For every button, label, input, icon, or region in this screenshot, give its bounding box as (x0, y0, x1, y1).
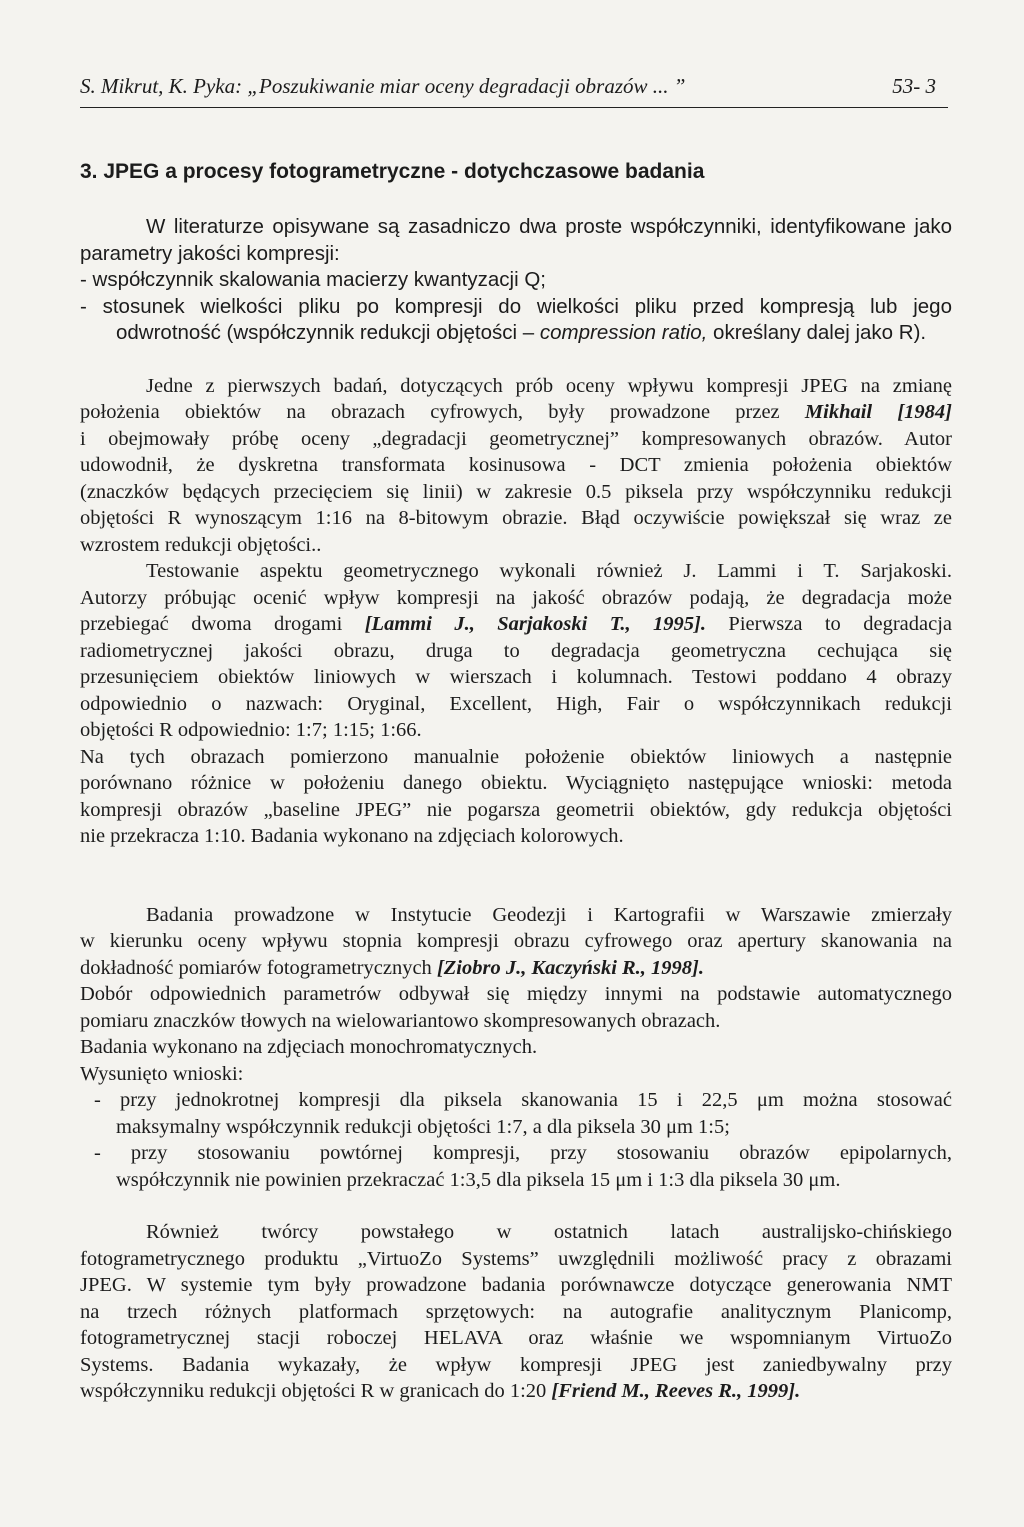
page-number: 53- 3 (892, 74, 936, 98)
list-item: - przy jednokrotnej kompresji dla piksela skanowania 15 i 22,5 μm można stosować (94, 1089, 952, 1111)
text-line: Również twórcy powstałego w ostatnich latach australijsko-chińskiego (146, 1221, 952, 1243)
citation: [Ziobro J., Kaczyński R., 1998]. (436, 956, 705, 979)
text-line: porównano różnice w położeniu danego obiektu. Wyciągnięto następujące wnioski: metoda (80, 772, 952, 794)
paragraph-3 (80, 902, 952, 1194)
paragraph-2 (80, 373, 952, 850)
text-line: Testowanie aspektu geometrycznego wykonali również J. Lammi i T. Sarjakoski. (146, 560, 952, 582)
text-line: Dobór odpowiednich parametrów odbywał się między innymi na podstawie automatycznego (80, 983, 952, 1005)
text-line: parametry jakości kompresji: (80, 241, 340, 265)
term-compression-ratio: compression ratio, (539, 321, 708, 344)
text-line: fotogrametrycznego produktu „VirtuoZo Systems” uwzględnili możliwość pracy z obrazami (80, 1247, 952, 1270)
text-span: określany dalej jako R). (707, 321, 927, 344)
text-line (80, 320, 952, 347)
text-span: Pierwsza to degradacja (706, 613, 953, 635)
text-span: odwrotność (współczynnik redukcji objętości – (116, 321, 540, 344)
text-line: wzrostem redukcji objętości.. (80, 533, 322, 556)
citation: Mikhail [1984] (804, 401, 952, 423)
text-line: w kierunku oceny wpływu stopnia kompresji obrazu cyfrowego oraz apertury skanowania na (80, 930, 952, 952)
text-line: objętości R odpowiednio: 1:7; 1:15; 1:66. (80, 719, 422, 741)
paragraph-1 (80, 214, 952, 347)
list-item: - współczynnik skalowania macierzy kwantyzacji Q; (80, 268, 546, 291)
spacer (80, 347, 952, 373)
text-line: Badania wykonano na zdjęciach monochromatycznych. (80, 1036, 538, 1058)
text-line (80, 611, 952, 638)
text-line: na trzech różnych platformach sprzętowych: na autografie analitycznym Planicomp, (80, 1300, 952, 1323)
text-line (80, 1378, 952, 1405)
spacer (80, 1193, 952, 1219)
text-line (80, 955, 952, 982)
text-line: Autorzy próbując ocenić wpływ kompresji na jakość obrazów podają, że degradacja może (80, 586, 952, 609)
list-item: - stosunek wielkości pliku po kompresji do wielkości pliku przed kompresją lub jego (80, 294, 952, 318)
text-line: nie przekracza 1:10. Badania wykonano na zdjęciach kolorowych. (80, 825, 624, 847)
text-line: i obejmowały próbę oceny „degradacji geometrycznej” kompresowanych obrazów. Autor (80, 427, 952, 450)
text-line (80, 399, 952, 426)
text-line: maksymalny współczynnik redukcji objętości 1:7, a dla piksela 30 μm 1:5; (116, 1115, 730, 1138)
text-line: udowodnił, że dyskretna transformata kosinusowa - DCT zmienia położenia obiektów (80, 454, 952, 476)
text-line: objętości R wynoszącym 1:16 na 8-bitowym obrazie. Błąd oczywiście powiększał się wraz ze (80, 507, 952, 529)
text-line: Na tych obrazach pomierzono manualnie położenie obiektów liniowych a następnie (80, 745, 952, 768)
text-span: dokładność pomiarów fotogrametrycznych (80, 956, 437, 979)
text-line: współczynnik nie powinien przekraczać 1:3,5 dla piksela 15 μm i 1:3 dla piksela 30 μm. (116, 1168, 841, 1191)
citation: [Lammi J., Sarjakoski T., 1995]. (364, 613, 706, 635)
text-line: W literaturze opisywane są zasadniczo dwa proste współczynniki, identyfikowane jako (146, 215, 952, 238)
text-span: współczynniku redukcji objętości R w granicach do 1:20 (80, 1380, 552, 1402)
text-line: przesunięciem obiektów liniowych w wierszach i kolumnach. Testowi poddano 4 obrazy (80, 666, 952, 688)
text-line: (znaczków będących przecięciem się linii) w zakresie 0.5 piksela przy współczynniku redukcji (80, 480, 952, 503)
text-span: położenia obiektów na obrazach cyfrowych, były prowadzone przez (80, 401, 805, 423)
spacer (80, 850, 952, 902)
list-item: - przy stosowaniu powtórnej kompresji, przy stosowaniu obrazów epipolarnych, (94, 1142, 952, 1164)
text-line: Badania prowadzone w Instytucie Geodezji i Kartografii w Warszawie zmierzały (146, 903, 952, 926)
citation: [Friend M., Reeves R., 1999]. (551, 1380, 801, 1402)
paragraph-4 (80, 1219, 952, 1405)
text-line: Wysunięto wnioski: (80, 1062, 244, 1085)
text-line: Systems. Badania wykazały, że wpływ kompresji JPEG jest zaniedbywalny przy (80, 1353, 952, 1376)
text-line: fotogrametrycznej stacji roboczej HELAVA oraz właśnie we wspomnianym VirtuoZo (80, 1327, 952, 1349)
text-line: odpowiednio o nazwach: Oryginal, Excellent, High, Fair o współczynnikach redukcji (80, 692, 952, 715)
text-line: Jedne z pierwszych badań, dotyczących prób oceny wpływu kompresji JPEG na zmianę (146, 374, 952, 397)
text-span: przebiegać dwoma drogami (80, 613, 365, 635)
running-header (80, 74, 948, 108)
text-line: kompresji obrazów „baseline JPEG” nie pogarsza geometrii obiektów, gdy redukcja objętości (80, 798, 952, 821)
running-title: S. Mikrut, K. Pyka: „Poszukiwanie miar oceny degradacji obrazów ... ” (80, 74, 686, 98)
text-line: JPEG. W systemie tym były prowadzone badania porównawcze dotyczące generowania NMT (80, 1274, 952, 1296)
body-text (80, 214, 952, 1405)
section-title: 3. JPEG a procesy fotogrametryczne - dotychczasowe badania (80, 160, 705, 183)
text-line: pomiaru znaczków tłowych na wielowariantowo skompresowanych obrazach. (80, 1009, 721, 1032)
text-line: radiometrycznej jakości obrazu, druga to degradacja geometryczna cechująca się (80, 639, 952, 662)
